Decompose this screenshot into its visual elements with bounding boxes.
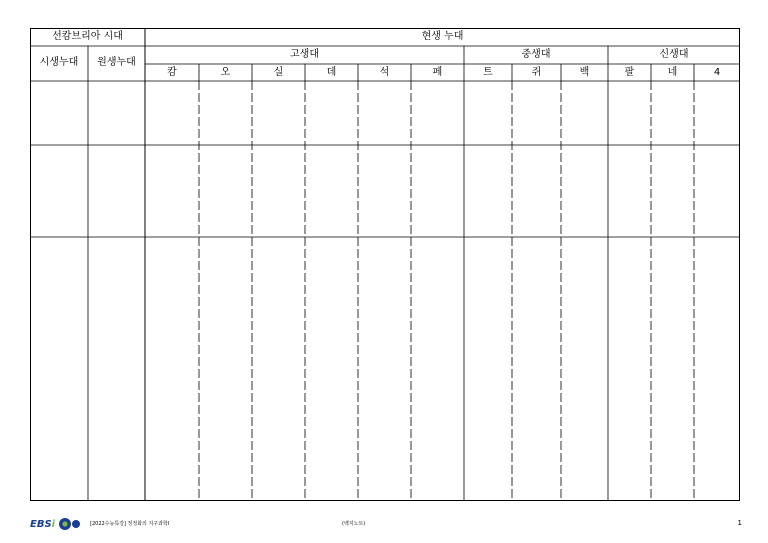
cenozoic-era-label: 신생대 xyxy=(659,49,689,60)
period-carboniferous: 석 xyxy=(379,67,390,78)
period-ordovician: 오 xyxy=(220,67,231,78)
ebs-logo-mark-icon xyxy=(58,517,84,531)
period-silurian: 실 xyxy=(273,67,284,78)
period-devonian: 데 xyxy=(326,67,337,78)
course-title: [2022수능특강] 정정화의 지구과학Ⅰ xyxy=(90,521,170,527)
proterozoic-eon-label: 원생누대 xyxy=(97,57,136,68)
period-jurassic: 쥐 xyxy=(531,67,542,78)
precambrian-header: 선캄브리아 시대 xyxy=(52,31,123,42)
blank-note-table xyxy=(30,28,740,501)
period-triassic: 트 xyxy=(483,67,493,78)
period-body-separators xyxy=(199,81,694,501)
period-cambrian: 캄 xyxy=(167,67,177,78)
ebs-logo-slash: i xyxy=(51,519,56,530)
phanerozoic-header: 현생 누대 xyxy=(421,31,464,42)
note-label: (백지노트) xyxy=(342,521,366,527)
period-paleogene: 팔 xyxy=(624,67,635,78)
table-grid xyxy=(30,28,740,501)
archean-eon-label: 시생누대 xyxy=(39,57,79,68)
period-neogene: 네 xyxy=(667,67,678,78)
ebs-logo: EBSi xyxy=(30,519,56,530)
table-border xyxy=(31,29,740,501)
page-footer xyxy=(30,516,742,536)
period-quaternary: 4 xyxy=(713,67,721,78)
mesozoic-era-label: 중생대 xyxy=(521,49,551,60)
page-number: 1 xyxy=(737,519,742,527)
period-permian: 페 xyxy=(432,67,443,78)
period-cretaceous: 백 xyxy=(579,67,590,78)
paleozoic-era-label: 고생대 xyxy=(290,49,319,60)
